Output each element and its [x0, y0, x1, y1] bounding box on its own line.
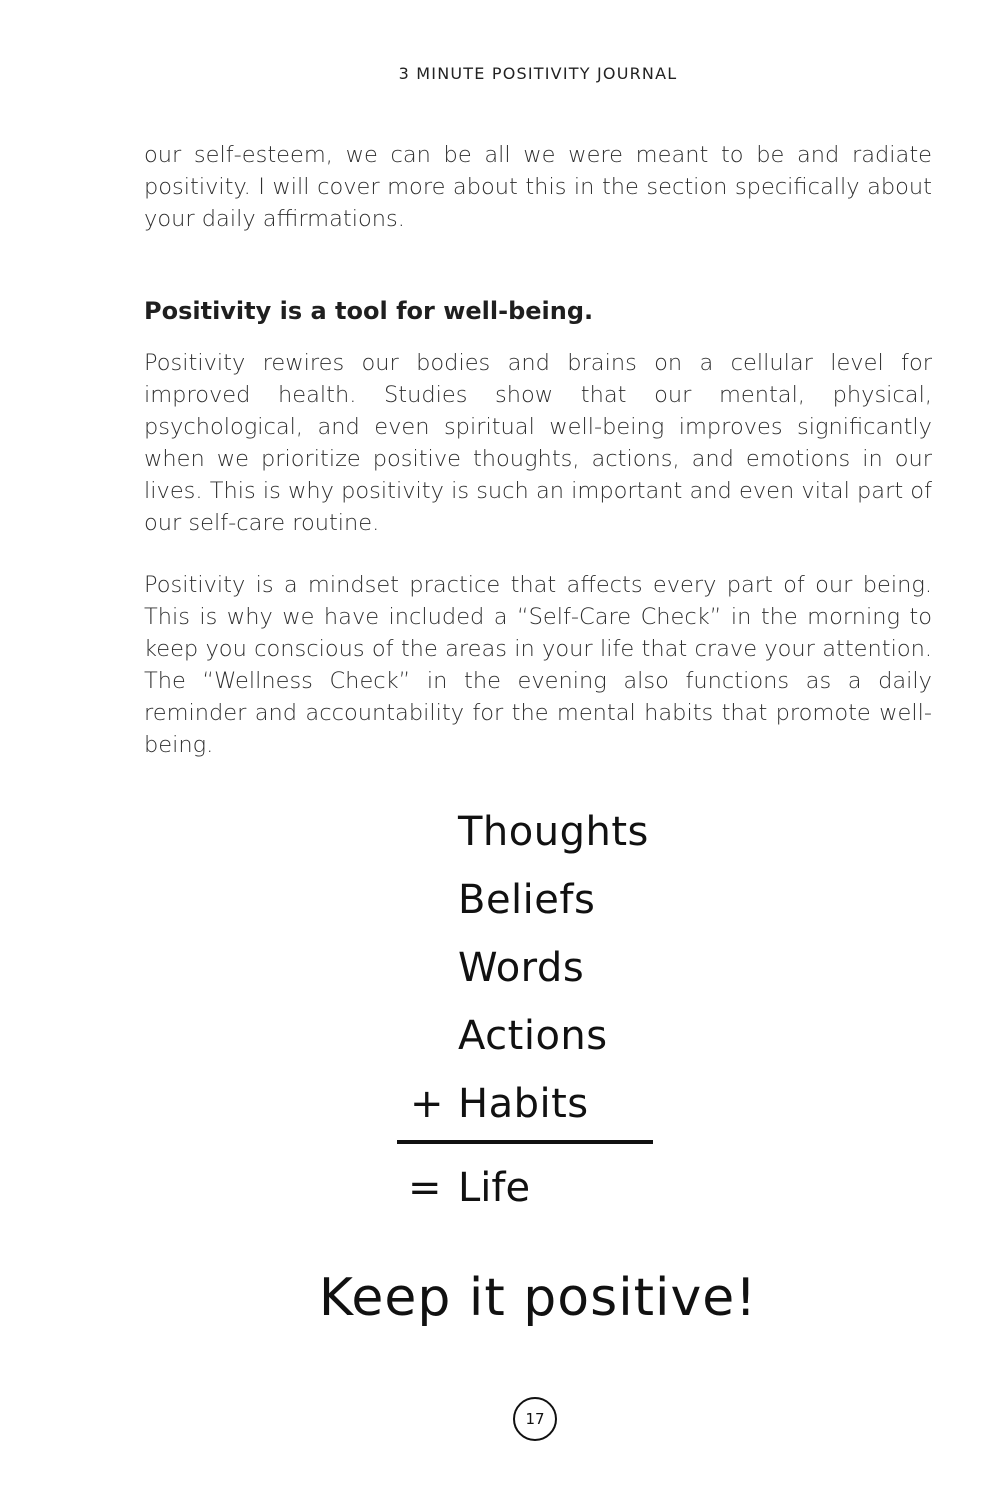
- equation-term-words: Words: [458, 945, 585, 991]
- paragraph-mindset: Positivity is a mindset practice that affects every part of our being. This is why we have included a “Self-Care Check” in the morning to keep you conscious of the areas in your life that crave your attention. The “Wellness Check” in the evening also functions as a daily reminder and accountability for the mental habits that promote well-being.: [144, 572, 932, 758]
- paragraph-well-being: Positivity rewires our bodies and brains on a cellular level for improved health. Studies show that our mental, physical, psychological, and even spiritual well-being improves significantly when we prioritize positive thoughts, actions, and emotions in our lives. This is why positivity is such an important and even vital part of our self-care routine.: [144, 350, 932, 536]
- equation-term-beliefs: Beliefs: [458, 877, 596, 923]
- equation-sum-line: [397, 1140, 653, 1144]
- equation-term-actions: Actions: [458, 1013, 608, 1059]
- equation-term-thoughts: Thoughts: [458, 809, 649, 855]
- equation-plus-sign: +: [410, 1081, 444, 1127]
- paragraph-continued: our self-esteem, we can be all we were meant to be and radiate positivity. I will cover more about this in the section specifically about your daily affirmations.: [144, 142, 932, 232]
- life-equation: [0, 800, 1000, 1240]
- equation-equals-sign: =: [408, 1165, 442, 1211]
- equation-term-habits: Habits: [458, 1081, 589, 1127]
- section-heading: Positivity is a tool for well-being.: [144, 297, 594, 325]
- slogan: Keep it positive!: [318, 1268, 758, 1328]
- running-header: 3 MINUTE POSITIVITY JOURNAL: [398, 64, 678, 83]
- equation-result-life: Life: [458, 1165, 531, 1211]
- page-number: 17: [513, 1397, 557, 1441]
